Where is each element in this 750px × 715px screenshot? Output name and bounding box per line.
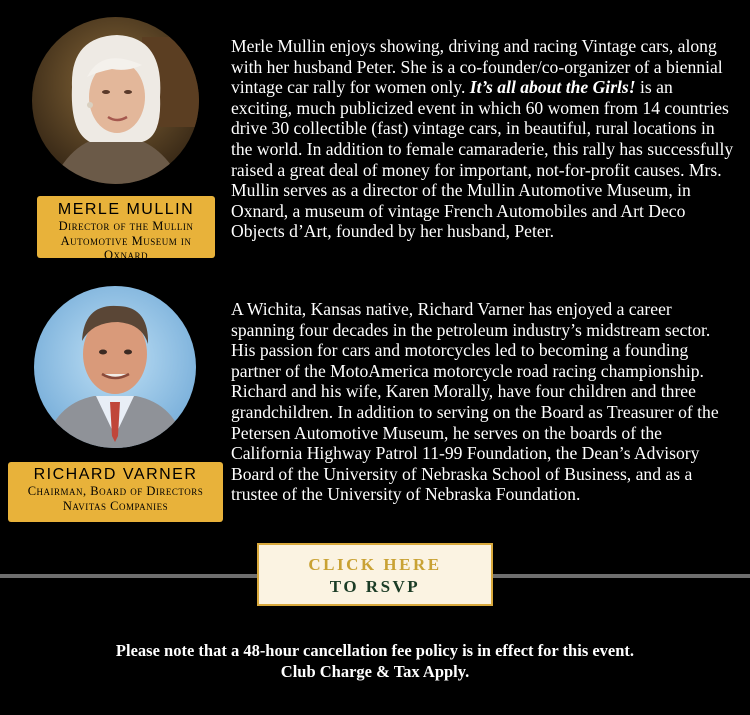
merle-mullin-bio <box>231 36 736 242</box>
merle-mullin-bio-text1: Merle Mullin enjoys showing, driving and racing Vintage cars, along with her husband Peter. She is a co-founder/co-organizer of a biennial vintage car rally for women only. <box>231 36 723 98</box>
rsvp-button[interactable] <box>257 543 493 606</box>
merle-mullin-name-card <box>37 196 215 263</box>
richard-varner-name-card <box>8 462 223 522</box>
merle-mullin-title-line1: Director of the Mullin <box>58 219 194 234</box>
cancellation-notice-line1: Please note that a 48-hour cancellation fee policy is in effect for this event. <box>115 641 635 660</box>
merle-mullin-title-line2: Automotive Museum in Oxnard <box>60 233 192 263</box>
cancellation-notice <box>0 640 750 682</box>
cancellation-notice-line2: Club Charge & Tax Apply. <box>280 662 470 681</box>
richard-varner-title-line1: Chairman, Board of Directors <box>27 484 204 499</box>
richard-varner-bio: A Wichita, Kansas native, Richard Varner has enjoyed a career spanning four decades in the petroleum industry’s midstream sector. His passion for cars and motorcycles led to becoming a founding partner of the MotoAmerica motorcycle road racing championship. Richard and his wife, Karen Morally, have four children and three grandchildren. In addition to serving on the Board as Treasurer of the Petersen Automotive Museum, he serves on the boards of the California Highway Patrol 11-99 Foundation, the Dean’s Advisory Board of the University of Nebraska School of Business, and as a trustee of the University of Nebraska Foundation. <box>231 299 719 505</box>
rsvp-button-line2: TO RSVP <box>329 577 421 596</box>
merle-mullin-name: MERLE MULLIN <box>57 201 195 218</box>
richard-varner-title-line2: Navitas Companies <box>62 498 169 513</box>
merle-mullin-portrait <box>32 17 199 184</box>
richard-varner-portrait <box>34 286 196 448</box>
richard-varner-name: RICHARD VARNER <box>33 466 198 483</box>
merle-mullin-bio-text2: is an exciting, much publicized event in which 60 women from 14 countries drive 30 collectible (fast) vintage cars, in beautiful, rural locations in the world. In addition to female camaraderie, this rally has successfully raised a great deal of money for important, not-for-profit causes. Mrs. Mullin serves as a director of the Mullin Automotive Museum, in Oxnard, a museum of vintage French Automobiles and Art Deco Objects d’Art, founded by her husband, Peter. <box>231 77 734 242</box>
merle-mullin-bio-emphasis: It’s all about the Girls! <box>469 77 636 98</box>
rsvp-button-line1: CLICK HERE <box>308 555 442 574</box>
